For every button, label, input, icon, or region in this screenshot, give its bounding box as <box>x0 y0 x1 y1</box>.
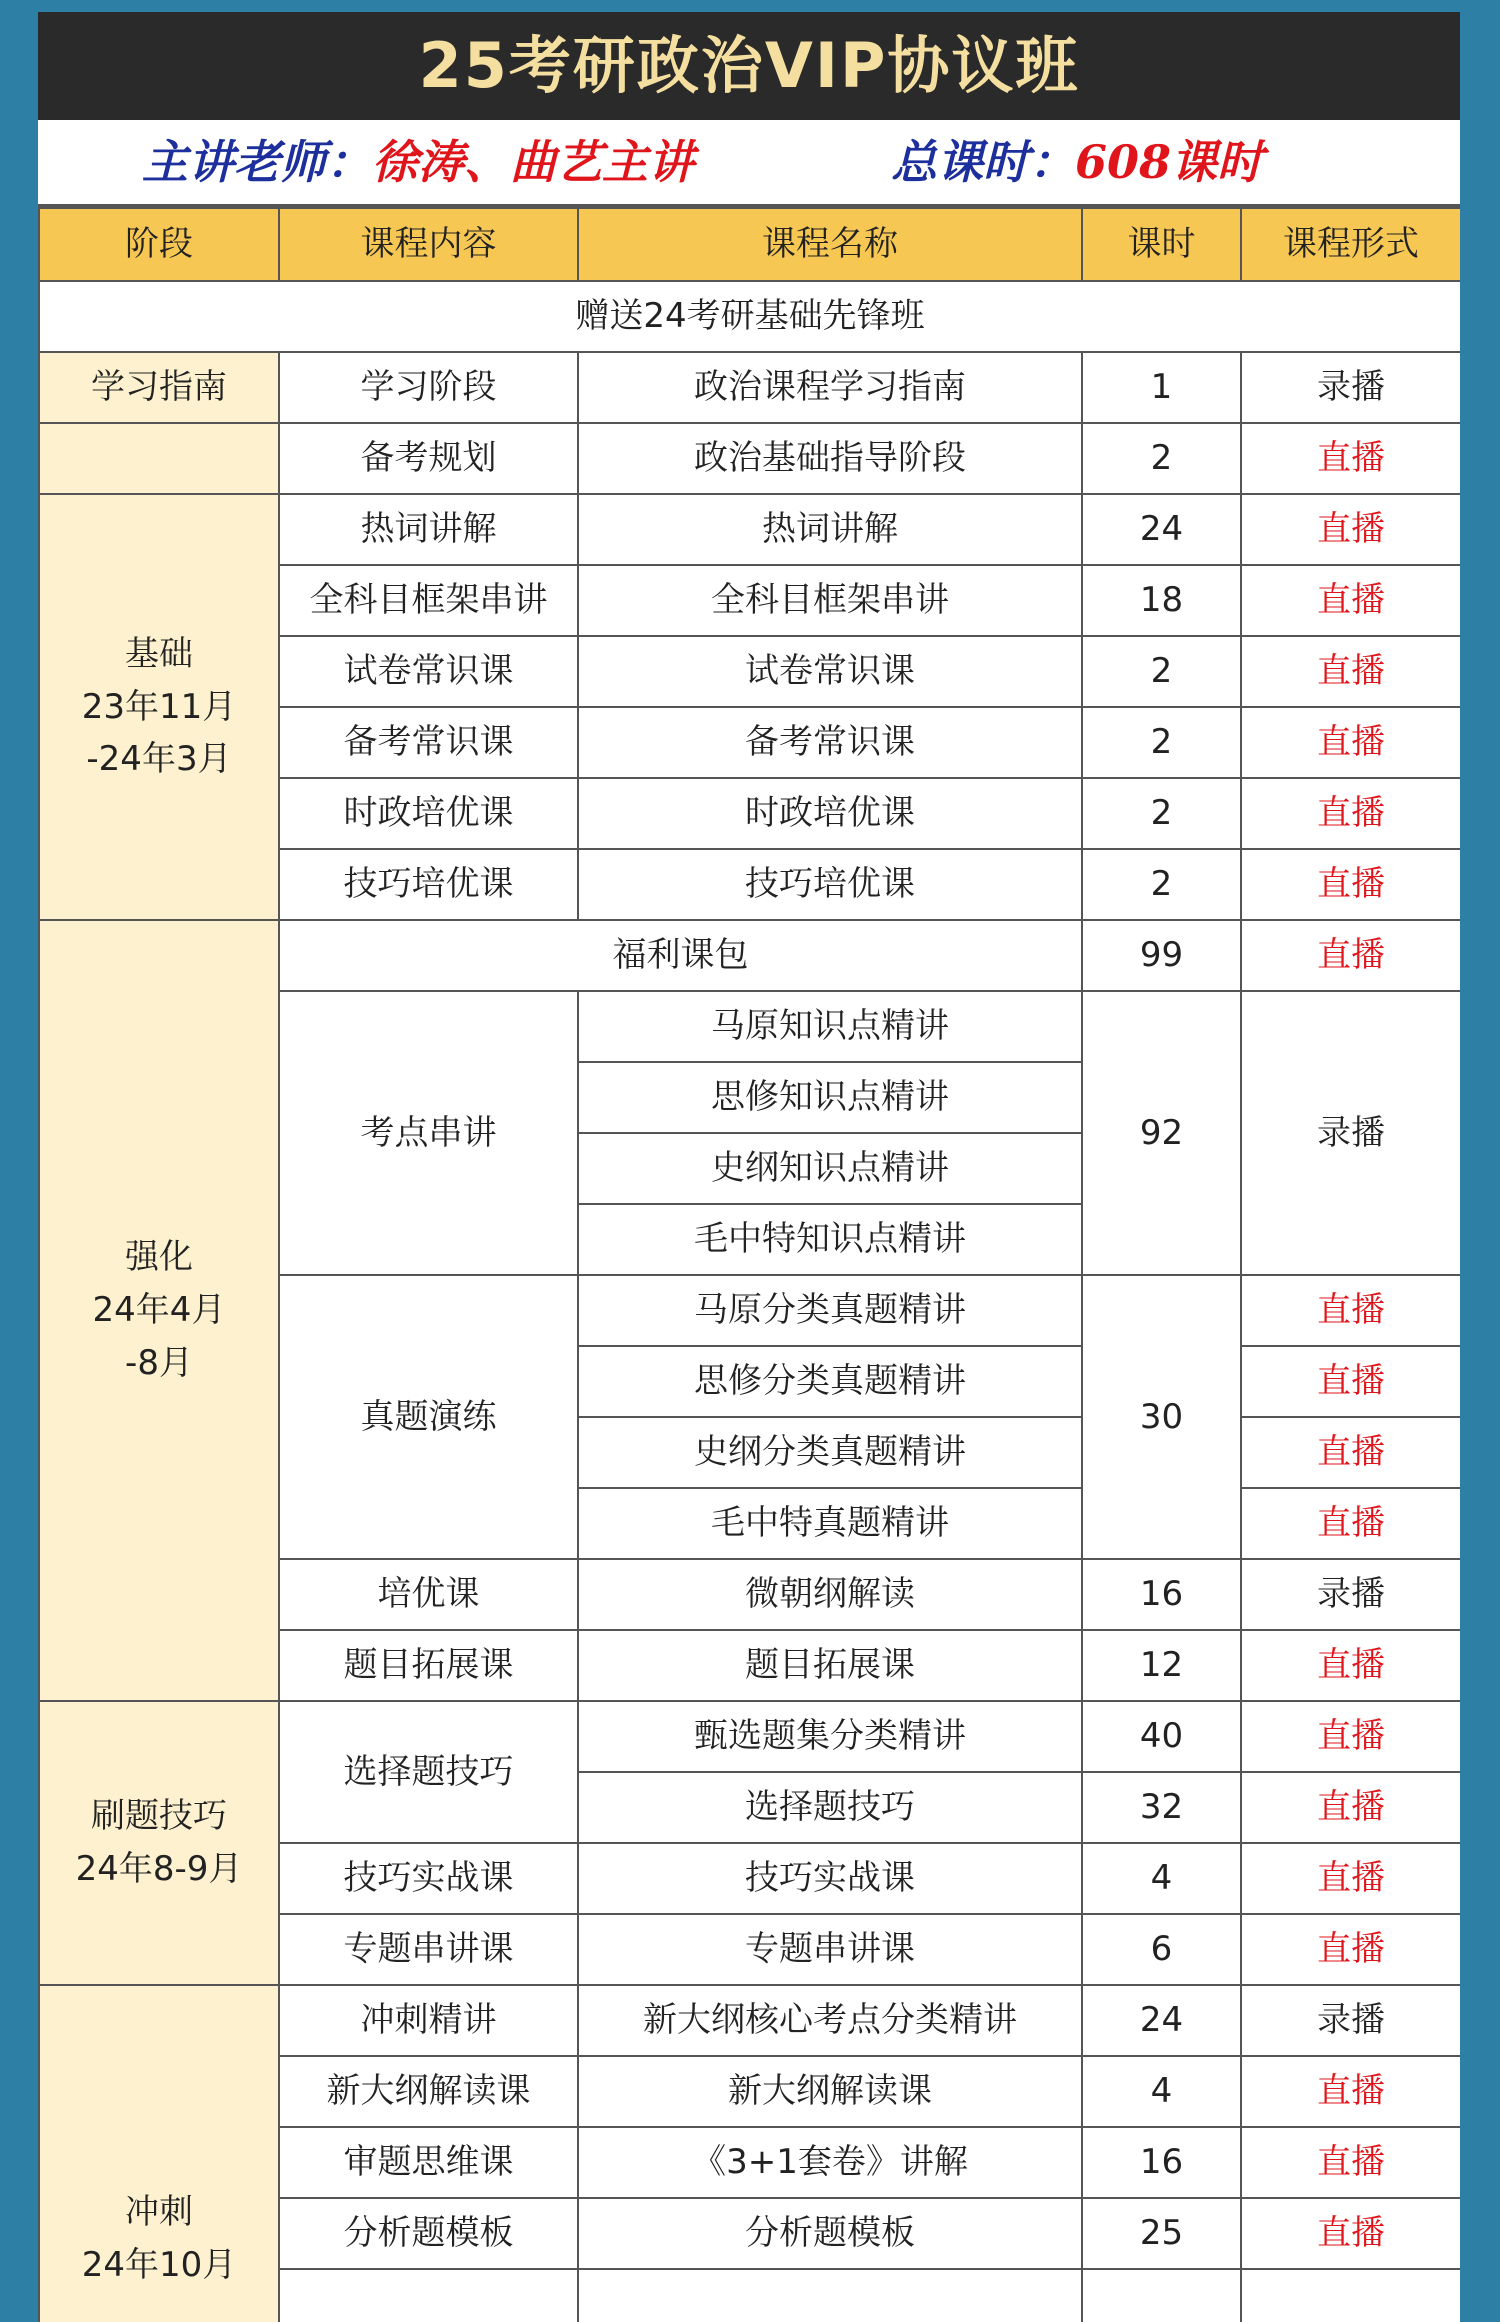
course-hours: 4 <box>1082 1843 1241 1914</box>
header-stage: 阶段 <box>39 208 279 281</box>
course-name: 时政培优课 <box>578 778 1082 849</box>
course-name: 毛中特真题精讲 <box>578 1488 1082 1559</box>
stage-empty <box>39 423 279 494</box>
table-row <box>39 1701 1460 1772</box>
course-hours: 2 <box>1082 707 1241 778</box>
course-content: 专题串讲课 <box>279 1914 578 1985</box>
course-format: 直播 <box>1241 1701 1460 1772</box>
table-row <box>39 1985 1460 2056</box>
course-table <box>38 207 1460 2322</box>
course-content: 真题演练 <box>279 1275 578 1559</box>
course-format: 直播 <box>1241 636 1460 707</box>
course-sheet <box>38 12 1460 2322</box>
course-content: 选择题技巧 <box>279 1701 578 1843</box>
course-content: 福利课包 <box>279 920 1082 991</box>
course-content: 题目拓展课 <box>279 1630 578 1701</box>
course-name: 甄选题集分类精讲 <box>578 1701 1082 1772</box>
course-content: 备考规划 <box>279 423 578 494</box>
course-name: 《3+1套卷》讲解 <box>578 2127 1082 2198</box>
stage-basic-name: 基础 <box>125 633 193 674</box>
course-hours: 24 <box>1082 494 1241 565</box>
course-format: 录播 <box>1241 1559 1460 1630</box>
course-format: 直播 <box>1241 1275 1460 1346</box>
header-hours: 课时 <box>1082 208 1241 281</box>
course-hours: 25 <box>1082 2198 1241 2269</box>
bonus-row <box>39 281 1460 352</box>
course-hours <box>1082 2269 1241 2322</box>
course-name: 新大纲解读课 <box>578 2056 1082 2127</box>
stage-strengthen-name: 强化 <box>125 1237 193 1278</box>
course-content: 时政培优课 <box>279 778 578 849</box>
course-name: 马原分类真题精讲 <box>578 1275 1082 1346</box>
stage-guide: 学习指南 <box>39 352 279 423</box>
stage-drill-period: 24年8-9月 <box>75 1849 243 1889</box>
course-name: 试卷常识课 <box>578 636 1082 707</box>
course-name: 选择题技巧 <box>578 1772 1082 1843</box>
course-format: 直播 <box>1241 2127 1460 2198</box>
course-hours: 92 <box>1082 991 1241 1275</box>
stage-basic-start: 23年11月 <box>81 686 237 727</box>
course-content: 全科目框架串讲 <box>279 565 578 636</box>
course-summary <box>38 120 1460 207</box>
course-content: 技巧培优课 <box>279 849 578 920</box>
header-content: 课程内容 <box>279 208 578 281</box>
course-name: 全科目框架串讲 <box>578 565 1082 636</box>
stage-strengthen-start: 24年4月 <box>92 1290 226 1331</box>
course-name: 分析题模板 <box>578 2198 1082 2269</box>
course-name: 毛中特知识点精讲 <box>578 1204 1082 1275</box>
course-hours: 2 <box>1082 849 1241 920</box>
course-format: 录播 <box>1241 1985 1460 2056</box>
course-hours: 6 <box>1082 1914 1241 1985</box>
course-name: 政治基础指导阶段 <box>578 423 1082 494</box>
course-name: 题目拓展课 <box>578 1630 1082 1701</box>
course-name <box>578 2269 1082 2322</box>
course-name: 新大纲核心考点分类精讲 <box>578 1985 1082 2056</box>
course-format: 录播 <box>1241 991 1460 1275</box>
course-name: 思修知识点精讲 <box>578 1062 1082 1133</box>
stage-drill <box>39 1701 279 1985</box>
course-name: 史纲知识点精讲 <box>578 1133 1082 1204</box>
course-format: 录播 <box>1241 352 1460 423</box>
course-hours: 24 <box>1082 1985 1241 2056</box>
course-hours: 16 <box>1082 1559 1241 1630</box>
stage-strengthen <box>39 920 279 1701</box>
course-hours: 18 <box>1082 565 1241 636</box>
course-format: 直播 <box>1241 423 1460 494</box>
course-name: 专题串讲课 <box>578 1914 1082 1985</box>
course-content: 审题思维课 <box>279 2127 578 2198</box>
header-row <box>39 208 1460 281</box>
course-format: 直播 <box>1241 1914 1460 1985</box>
course-hours: 2 <box>1082 778 1241 849</box>
table-row <box>39 920 1460 991</box>
course-hours: 16 <box>1082 2127 1241 2198</box>
course-format: 直播 <box>1241 920 1460 991</box>
page-title: 25考研政治VIP协议班 <box>38 12 1460 120</box>
course-format: 直播 <box>1241 1346 1460 1417</box>
course-format <box>1241 2269 1460 2322</box>
course-content: 培优课 <box>279 1559 578 1630</box>
table-row <box>39 352 1460 423</box>
course-name: 思修分类真题精讲 <box>578 1346 1082 1417</box>
course-hours: 2 <box>1082 636 1241 707</box>
course-content: 学习阶段 <box>279 352 578 423</box>
stage-sprint <box>39 1985 279 2322</box>
course-format: 直播 <box>1241 494 1460 565</box>
course-hours: 4 <box>1082 2056 1241 2127</box>
course-name: 备考常识课 <box>578 707 1082 778</box>
stage-basic <box>39 494 279 920</box>
course-content: 热词讲解 <box>279 494 578 565</box>
course-format: 直播 <box>1241 1488 1460 1559</box>
course-format: 直播 <box>1241 1630 1460 1701</box>
stage-drill-name: 刷题技巧 <box>91 1796 227 1837</box>
header-name: 课程名称 <box>578 208 1082 281</box>
course-name: 技巧实战课 <box>578 1843 1082 1914</box>
course-content: 冲刺精讲 <box>279 1985 578 2056</box>
course-hours: 32 <box>1082 1772 1241 1843</box>
course-content: 技巧实战课 <box>279 1843 578 1914</box>
teachers-info <box>142 120 694 204</box>
table-row <box>39 423 1460 494</box>
course-content: 试卷常识课 <box>279 636 578 707</box>
teachers-value: 徐涛、曲艺主讲 <box>372 135 694 189</box>
course-hours: 1 <box>1082 352 1241 423</box>
course-hours: 12 <box>1082 1630 1241 1701</box>
course-format: 直播 <box>1241 2198 1460 2269</box>
course-format: 直播 <box>1241 778 1460 849</box>
total-hours-info <box>891 120 1263 204</box>
stage-basic-end: -24年3月 <box>86 739 232 780</box>
stage-sprint-period: 24年10月 <box>81 2244 237 2285</box>
course-content: 分析题模板 <box>279 2198 578 2269</box>
course-name: 史纲分类真题精讲 <box>578 1417 1082 1488</box>
course-hours: 2 <box>1082 423 1241 494</box>
course-name: 马原知识点精讲 <box>578 991 1082 1062</box>
course-content: 新大纲解读课 <box>279 2056 578 2127</box>
course-content: 备考常识课 <box>279 707 578 778</box>
course-format: 直播 <box>1241 1843 1460 1914</box>
header-format: 课程形式 <box>1241 208 1460 281</box>
hours-value: 608课时 <box>1075 135 1264 189</box>
course-name: 热词讲解 <box>578 494 1082 565</box>
course-hours: 30 <box>1082 1275 1241 1559</box>
course-format: 直播 <box>1241 1772 1460 1843</box>
hours-label: 总课时： <box>891 135 1075 189</box>
bonus-banner: 赠送24考研基础先锋班 <box>39 281 1460 352</box>
course-format: 直播 <box>1241 2056 1460 2127</box>
course-name: 技巧培优课 <box>578 849 1082 920</box>
table-row <box>39 494 1460 565</box>
course-name: 政治课程学习指南 <box>578 352 1082 423</box>
course-hours: 40 <box>1082 1701 1241 1772</box>
stage-strengthen-end: -8月 <box>125 1342 193 1383</box>
course-format: 直播 <box>1241 849 1460 920</box>
teachers-label: 主讲老师： <box>142 135 372 189</box>
course-format: 直播 <box>1241 565 1460 636</box>
course-content: 考点串讲 <box>279 991 578 1275</box>
course-format: 直播 <box>1241 707 1460 778</box>
stage-sprint-name: 冲刺 <box>125 2192 193 2232</box>
course-content <box>279 2269 578 2322</box>
course-format: 直播 <box>1241 1417 1460 1488</box>
course-hours: 99 <box>1082 920 1241 991</box>
course-name: 微朝纲解读 <box>578 1559 1082 1630</box>
